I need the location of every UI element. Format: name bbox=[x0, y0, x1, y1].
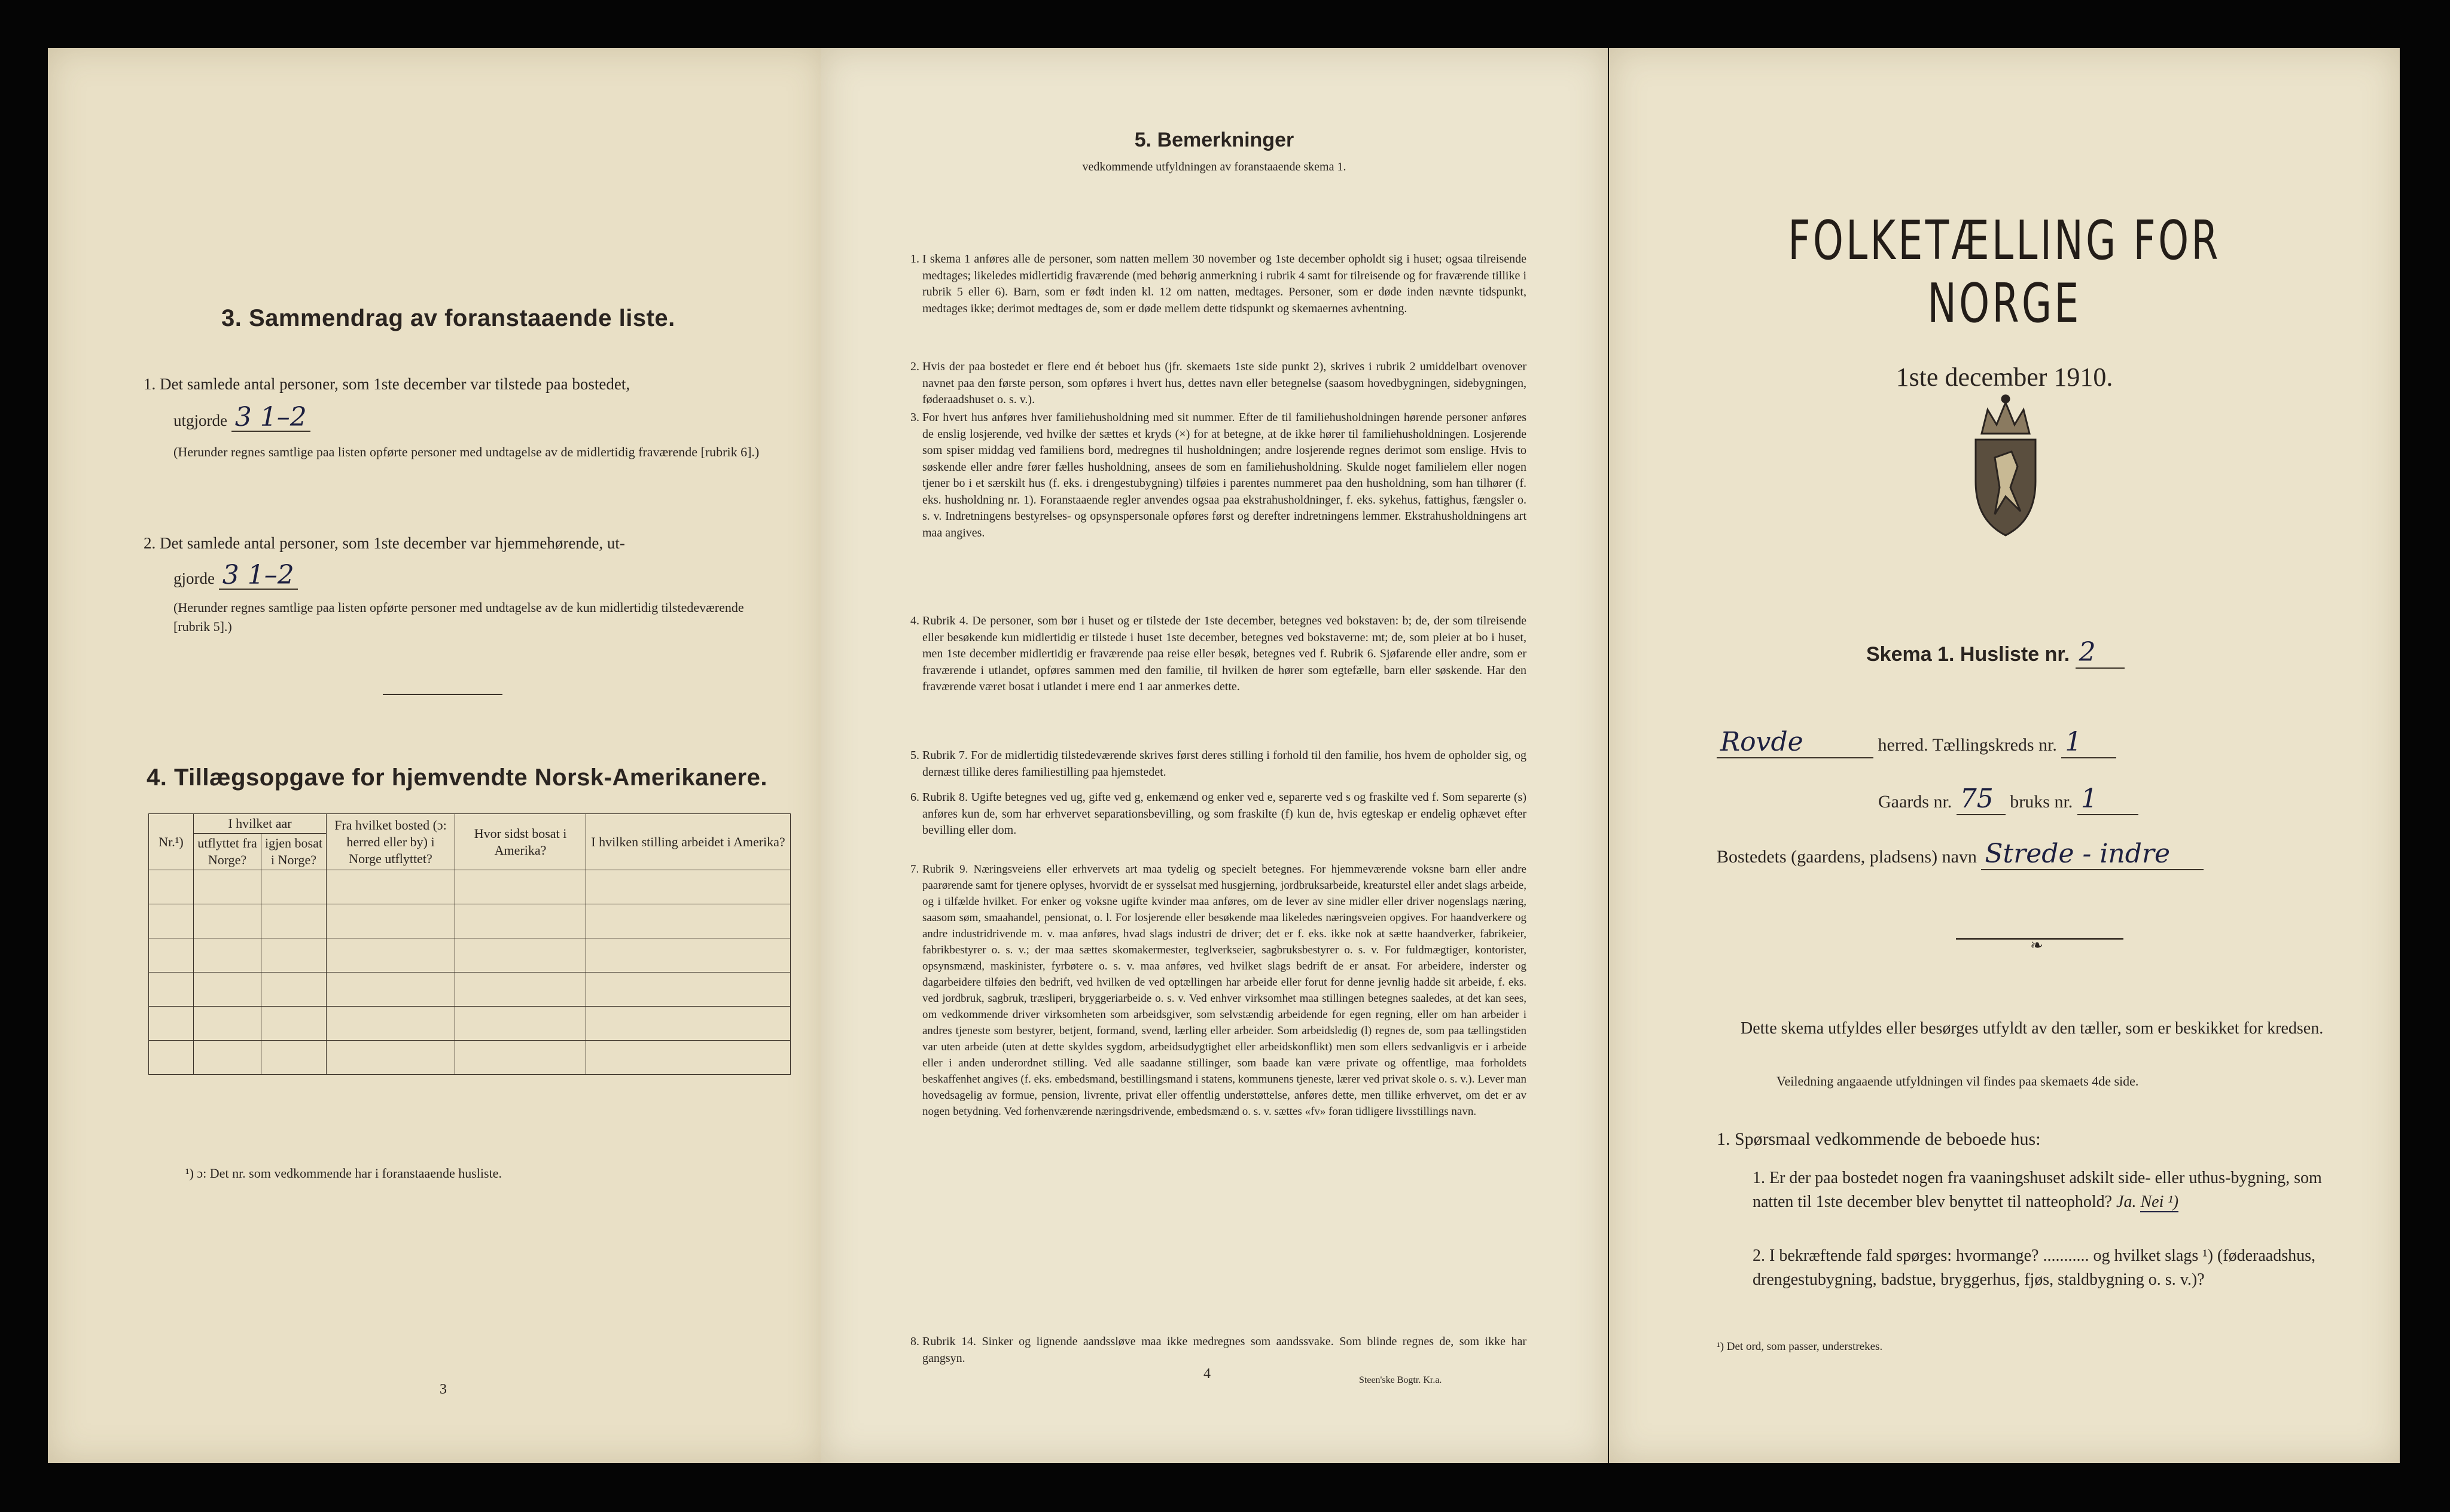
bosted-label: Bostedets (gaardens, pladsens) navn bbox=[1717, 847, 1977, 867]
schema-row bbox=[1866, 637, 2125, 669]
q2-line: 2. Det samlede antal personer, som 1ste december var hjemmehørende, ut- bbox=[144, 534, 625, 552]
questions-heading: 1. Spørsmaal vedkommende de beboede hus: bbox=[1717, 1129, 2041, 1149]
remark-text: Rubrik 7. For de midlertidig tilstedeværende skrives først deres stilling i forhold til den familie, hos hvem de opholder sig, og dernæst tillike deres familiestilling paa hjemstedet. bbox=[922, 749, 1526, 779]
bruks-nr: 1 bbox=[2077, 784, 2138, 815]
remark-item bbox=[910, 251, 1526, 317]
q1-note: (Herunder regnes samtlige paa listen opførte personer med undtagelse av de midlertidig fraværende [rubrik 6].) bbox=[173, 444, 760, 459]
remark-item bbox=[910, 613, 1526, 696]
remark-item bbox=[910, 861, 1526, 1120]
right-page bbox=[1609, 48, 2400, 1463]
col-position: I hvilken stilling arbeidet i Amerika? bbox=[586, 814, 791, 870]
question-2: 2. I bekræftende fald spørges: hvormange? ........... og hvilket slags ¹) (føderaadshus, drengestubygning, badstue, bryggerhus, fjøs, staldbygning o. s. v.)? bbox=[1753, 1246, 2315, 1289]
instruction-note: Veiledning angaaende utfyldningen vil findes paa skemaets 4de side. bbox=[1776, 1074, 2139, 1089]
question-1-text: 1. Er der paa bostedet nogen fra vaaningshuset adskilt side- eller uthus-bygning, som natten til 1ste december blev benyttet til natteophold? bbox=[1753, 1169, 2322, 1211]
page-number: 3 bbox=[440, 1382, 447, 1397]
section3-title: 3. Sammendrag av foranstaaende liste. bbox=[221, 305, 675, 331]
remark-number: 8. bbox=[910, 1335, 919, 1348]
remark-number: 7. bbox=[910, 863, 919, 876]
herred-value: Rovde bbox=[1717, 727, 1873, 758]
herred-row bbox=[1717, 727, 2116, 758]
census-date: 1ste december 1910. bbox=[1896, 362, 2113, 392]
middle-page bbox=[821, 48, 1608, 1463]
remark-text: Rubrik 14. Sinker og lignende aandssløve maa ikke medregnes som aandssvake. Som blinde regnes de, som ikke har gangsyn. bbox=[922, 1335, 1526, 1365]
col-returned: igjen bosat i Norge? bbox=[261, 834, 327, 870]
table-row bbox=[149, 1041, 791, 1075]
bosted-value: Strede - indre bbox=[1981, 839, 2204, 870]
norsk-amerikanere-table bbox=[148, 813, 791, 1075]
q2-prefix: gjorde bbox=[173, 569, 215, 587]
printer-credit: Steen'ske Bogtr. Kr.a. bbox=[1359, 1375, 1442, 1385]
remark-text: Rubrik 9. Næringsveiens eller erhvervets art maa tydelig og specielt betegnes. For hjemmeværende voksne barn eller andre paarørende samt for tjenere oplyses, hvorvidt de er sysselsat med husgjerning, jordbruksarbeide, kreaturstel eller andet slags arbeide, og i tilfælde hvilket. For enker og voksne ugifte kvinder maa anføres, om de lever av sine midler eller driver nogenslags næring, saasom søm, smaahandel, pensionat, o. l. For losjerende eller besøkende maa likeledes næringsveien opgives. For haandverkere og andre industridrivende m. v. maa anføres, hvad slags industri de driver; det er f. eks. ikke nok at sætte haandverker, fabrikeier, fabrikbestyrer o. s. v.; der maa sættes skomakermester, teglverkseier, sagbruksbestyrer o. s. v. For fuldmægtiger, kontorister, opsynsmænd, maskinister, fyrbøtere o. s. v. maa anføres, ved hvilket slags bedrift de er ansat. For arbeidere, inderster og dagarbeidere tilføies den bedrift, ved hvilken de ved optællingen har arbeide eller forut for denne jevnlig hadde sit arbeide, f. eks. ved jordbruk, sagbruk, træsliperi, bryggeriarbeide o. s. v. Ved enhver virksomhet maa stillingen betegnes saaledes, at det kan sees, om vedkommende driver virksomheten som arbeidsgiver, som selvstændig arbeidende for egen regning, eller om han arbeider i andres tjeneste som bestyrer, betjent, formand, svend, lærling eller arbeider. Som arbeidsledig (l) regnes de, som paa tællingstiden var uten arbeide (uten at dette skyldes sygdom, arbeidsudygtighet eller arbeidskonflikt) men som ellers sedvanligvis er i arbeide eller i anden underordnet stilling. Ved alle saadanne stillinger, som baade kan være private og offentlige, maa forholdets beskaffenhet angives (f. eks. embedsmand, bestillingsmand i statens, kommunens tjeneste, lærer ved privat skole o. s. v.). Lever man hovedsagelig av formue, pension, livrente, privat eller offentlig understøttelse, anføres dette, men tillike erhvervet, om det er av nogen betydning. Ved forhenværende næringsdrivende, embedsmænd o. s. v. sættes «fv» foran tidligere livsstillings navn. bbox=[922, 863, 1526, 1118]
col-group-year: I hvilket aar bbox=[194, 814, 327, 834]
ornament-icon: ❧ bbox=[2030, 937, 2043, 954]
remarks-title: 5. Bemerkninger bbox=[1134, 129, 1294, 151]
remark-text: I skema 1 anføres alle de personer, som natten mellem 30 november og 1ste december opholdt sig i huset; ogsaa tilreisende medtages; likeledes midlertidig fraværende (med behørig anmerkning i rubrik 4 samt for tilreisende og for fraværende tillike i rubrik 5 eller 6). Barn, som er født inden kl. 12 om natten, medtages. Personer, som er døde inden nævnte tidspunkt, medtages ikke; derimot medtages de, som er døde mellem dette tidspunkt og skemaernes avhentning. bbox=[922, 252, 1526, 315]
herred-label: herred. Tællingskreds nr. bbox=[1878, 735, 2057, 755]
q2-note: (Herunder regnes samtlige paa listen opførte personer med undtagelse av de kun midlertidig tilstedeværende [rubrik 5].) bbox=[173, 600, 744, 634]
remark-number: 4. bbox=[910, 614, 919, 627]
remark-text: Rubrik 8. Ugifte betegnes ved ug, gifte ved g, enkemænd og enker ved e, separerte ved s og fraskilte ved f. Som separerte (s) anføres kun de, som har erhvervet separationsbevilling, og som fraskilte (f) kun de, hvis egteskap er endelig ophævet efter bevilling eller dom. bbox=[922, 791, 1526, 837]
left-page bbox=[48, 48, 825, 1463]
husliste-nr: 2 bbox=[2076, 637, 2125, 669]
table-footnote: ¹) ɔ: Det nr. som vedkommende har i foranstaaende husliste. bbox=[185, 1166, 502, 1181]
schema-label: Skema 1. Husliste nr. bbox=[1866, 643, 2070, 666]
gaards-nr: 75 bbox=[1957, 784, 2006, 815]
remark-number: 2. bbox=[910, 360, 919, 373]
remark-text: Rubrik 4. De personer, som bør i huset og er tilstede der 1ste december, betegnes ved bokstaven: b; de, der som tilreisende eller besøkende kun midlertidig er tilstede i huset 1ste december, betegnes ved bokstaverne: mt; de, som pleier at bo i huset, men 1ste december midlertidig er fraværende paa reise eller besøk, betegnes ved f. Rubrik 6. Sjøfarende eller andre, som er fraværende i utlandet, opføres sammen med den familie, til hvilken de hører som egtefælle, barn eller søskende. Har den fraværende været bosat i utlandet i mere end 1 aar anmerkes dette. bbox=[922, 614, 1526, 693]
q2-value: 3 1–2 bbox=[219, 562, 298, 590]
main-title: FOLKETÆLLING FOR NORGE bbox=[1788, 209, 2221, 335]
answer-nei: Nei ¹) bbox=[2140, 1193, 2179, 1211]
bruks-label: bruks nr. bbox=[2010, 792, 2073, 812]
q1-value: 3 1–2 bbox=[231, 404, 310, 432]
col-nr: Nr.¹) bbox=[149, 814, 194, 870]
q1-line: 1. Det samlede antal personer, som 1ste december var tilstede paa bostedet, bbox=[144, 375, 630, 393]
table-header-row-1 bbox=[149, 814, 791, 834]
remark-text: For hvert hus anføres hver familiehusholdning med sit nummer. Efter de til familiehusholdningen hørende personer anføres de enslig losjerende, ved hvilke der sættes et kryds (×) for at betegne, at de ikke hører til familiehusholdningen. Losjerende som spiser middag ved familiens bord, medregnes til husholdningen; andre losjerende regnes derimot som enslige. Hvis to søskende eller andre fører fælles husholdning, ansees de som en familiehusholdning. Skulde noget familielem eller nogen tjener bo i et særskilt hus (f. eks. i drengestubygning) tilføies i parentes nummeret paa den husholdning, som han tilhører (f. eks. husholdning nr. 1). Foranstaaende regler anvendes ogsaa paa ekstrahusholdninger, f. eks. sykehus, fattighus, fængsler o. s. v. Indretningens bestyrelses- og opsynspersonale opføres først og derefter indretningens lemmer. Ekstrahusholdningens art maa angives. bbox=[922, 411, 1526, 539]
gaards-label: Gaards nr. bbox=[1878, 792, 1952, 812]
remark-item bbox=[910, 748, 1526, 781]
remark-number: 1. bbox=[910, 252, 919, 266]
table-row bbox=[149, 973, 791, 1007]
table-row bbox=[149, 870, 791, 904]
remark-item bbox=[910, 789, 1526, 839]
remark-item bbox=[910, 1334, 1526, 1367]
coat-of-arms-icon bbox=[1958, 392, 2053, 541]
answer-ja: Ja. bbox=[2116, 1193, 2137, 1211]
remark-number: 3. bbox=[910, 411, 919, 424]
footnote: ¹) Det ord, som passer, understrekes. bbox=[1717, 1340, 1883, 1353]
table-row bbox=[149, 938, 791, 973]
remark-text: Hvis der paa bostedet er flere end ét beboet hus (jfr. skemaets 1ste side punkt 2), skrives i rubrik 2 umiddelbart ovenover navnet paa den første person, som opføres i hvert hus, dettes navn eller betegnelse (saasom hovedbygningen, sidebygningen, føderaadshuset o. s. v.). bbox=[922, 360, 1526, 406]
kreds-nr: 1 bbox=[2061, 727, 2116, 758]
col-emigrated: utflyttet fra Norge? bbox=[194, 834, 261, 870]
bosted-row bbox=[1717, 839, 2204, 870]
remark-number: 6. bbox=[910, 791, 919, 804]
table-row bbox=[149, 904, 791, 938]
remark-item bbox=[910, 410, 1526, 541]
q1-prefix: utgjorde bbox=[173, 411, 227, 429]
instruction-text: Dette skema utfyldes eller besørges utfyldt av den tæller, som er beskikket for kredsen. bbox=[1741, 1019, 2324, 1038]
remark-number: 5. bbox=[910, 749, 919, 762]
col-last-place: Hvor sidst bosat i Amerika? bbox=[455, 814, 586, 870]
q1-answer-row bbox=[173, 404, 712, 434]
remarks-subtitle: vedkommende utfyldningen av foranstaaende skema 1. bbox=[1082, 160, 1346, 173]
remark-item bbox=[910, 359, 1526, 409]
question-1 bbox=[1753, 1166, 2351, 1214]
table-row bbox=[149, 1007, 791, 1041]
divider bbox=[383, 694, 502, 695]
q2-answer-row bbox=[173, 562, 712, 592]
page-number: 4 bbox=[1203, 1366, 1211, 1382]
col-from-place: Fra hvilket bosted (ɔ: herred eller by) i Norge utflyttet? bbox=[327, 814, 455, 870]
gaards-row bbox=[1878, 784, 2138, 815]
section4-title: 4. Tillægsopgave for hjemvendte Norsk-Amerikanere. bbox=[147, 764, 767, 791]
